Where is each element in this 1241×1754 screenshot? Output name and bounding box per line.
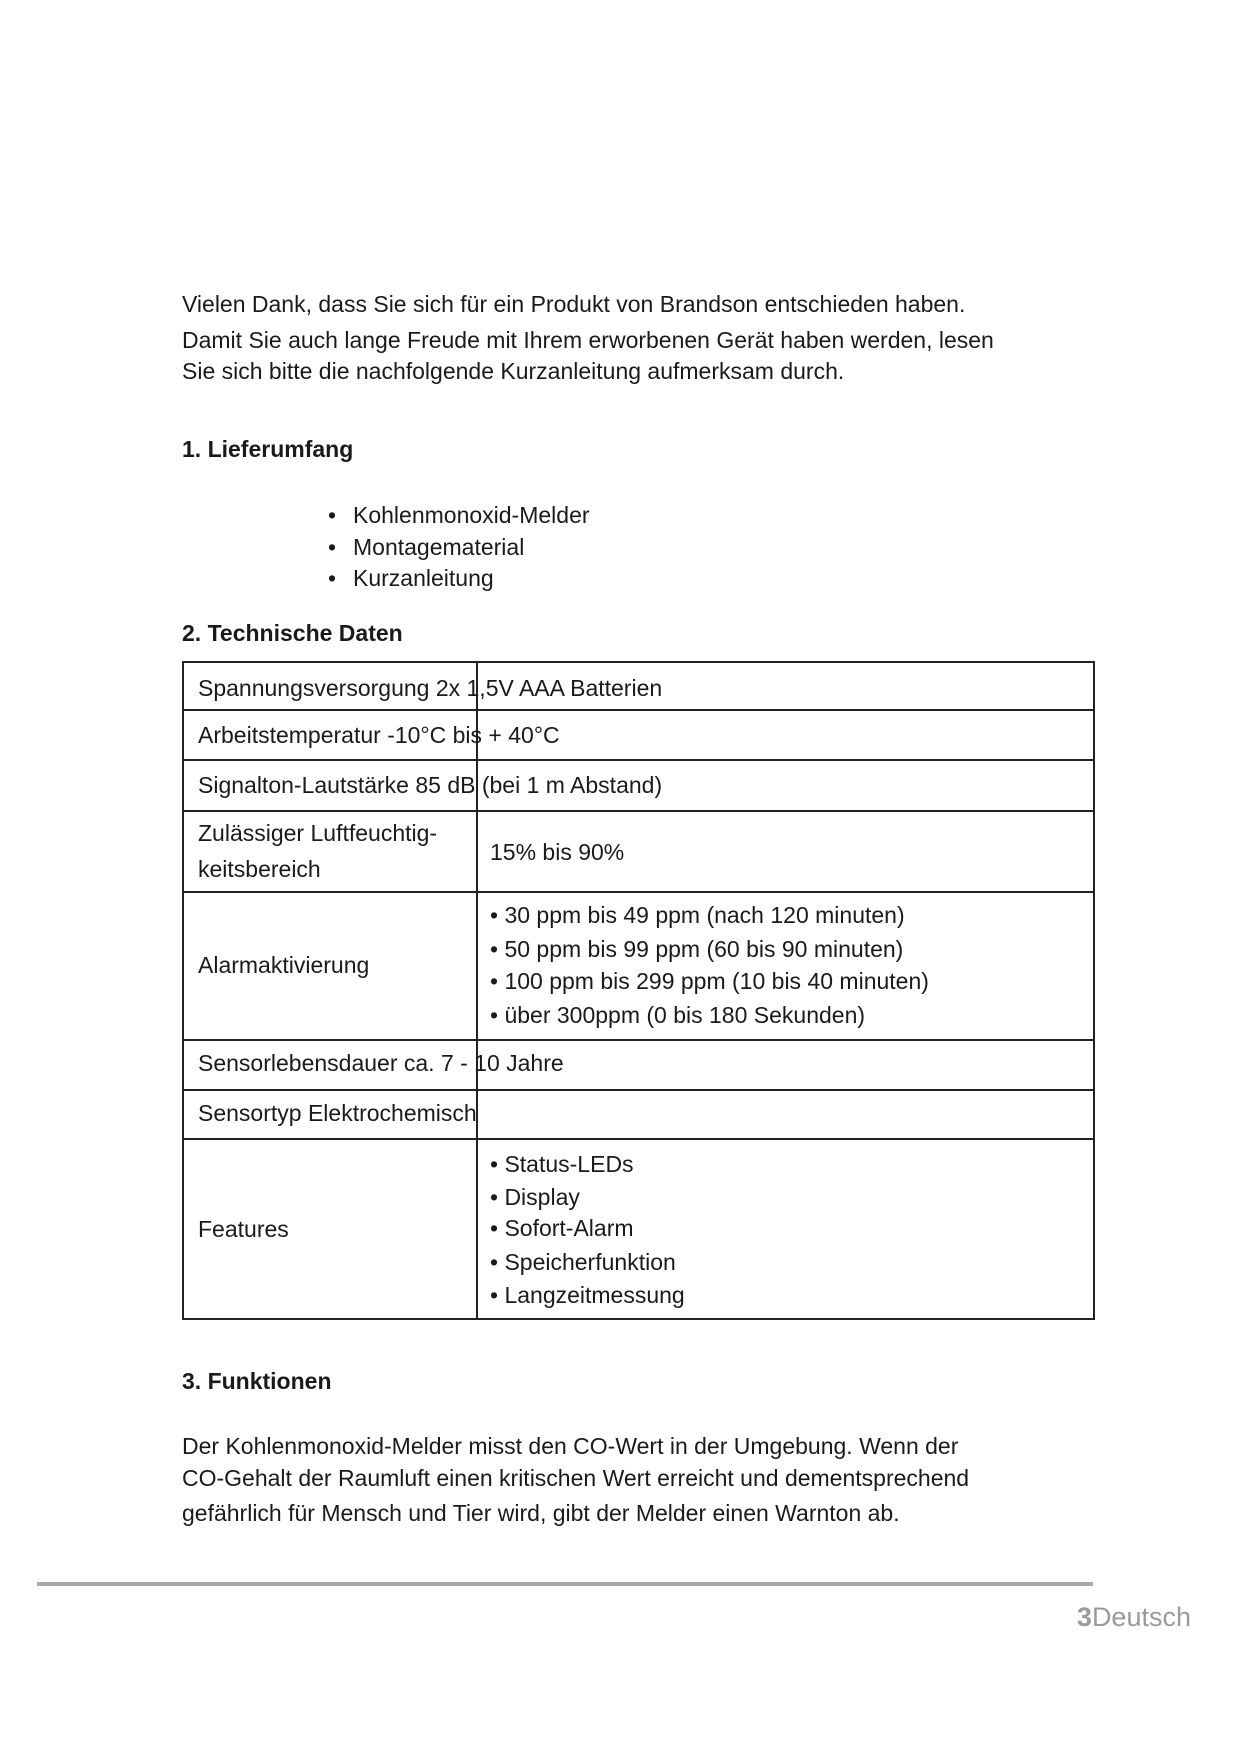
- paragraph-line: Der Kohlenmonoxid-Melder misst den CO-Wert in der Umgebung. Wenn der: [182, 1433, 959, 1459]
- table-cell-value: • Status-LEDs: [490, 1151, 634, 1177]
- footer-divider: [37, 1582, 1093, 1586]
- table-row: Sensorlebensdauer ca. 7 - 10 Jahre: [198, 1050, 564, 1076]
- table-cell-label: Alarmaktivierung: [198, 952, 370, 978]
- paragraph-line: CO-Gehalt der Raumluft einen kritischen Wert erreicht und dementsprechend: [182, 1465, 970, 1491]
- section-heading-technische-daten: 2. Technische Daten: [182, 620, 403, 646]
- list-item: Kurzanleitung: [353, 565, 494, 591]
- intro-line: Damit Sie auch lange Freude mit Ihrem erworbenen Gerät haben werden, lesen: [182, 327, 994, 353]
- list-item: Montagematerial: [353, 534, 525, 560]
- table-cell-value: • Sofort-Alarm: [490, 1215, 634, 1241]
- table-cell-value: • Speicherfunktion: [490, 1249, 676, 1275]
- table-cell-value: 15% bis 90%: [490, 839, 625, 865]
- paragraph-line: gefährlich für Mensch und Tier wird, gibt der Melder einen Warnton ab.: [182, 1500, 900, 1526]
- table-cell-value: • 50 ppm bis 99 ppm (60 bis 90 minuten): [490, 936, 904, 962]
- table-row: Signalton-Lautstärke 85 dB (bei 1 m Abstand): [198, 772, 663, 798]
- section-heading-funktionen: 3. Funktionen: [182, 1368, 332, 1394]
- page-footer: [1077, 1602, 1191, 1633]
- table-row: Arbeitstemperatur -10°C bis + 40°C: [198, 722, 560, 748]
- table-row: Spannungsversorgung 2x 1,5V AAA Batterien: [198, 675, 663, 701]
- page-number: 3: [1076, 1602, 1092, 1632]
- footer-language: Deutsch: [1091, 1602, 1191, 1632]
- table-cell-value: • Langzeitmessung: [490, 1282, 685, 1308]
- table-cell-value: • 100 ppm bis 299 ppm (10 bis 40 minuten): [490, 968, 929, 994]
- section-heading-lieferumfang: 1. Lieferumfang: [182, 436, 354, 462]
- table-cell-label: keitsbereich: [198, 856, 321, 882]
- table-cell-value: • 30 ppm bis 49 ppm (nach 120 minuten): [490, 902, 905, 928]
- table-cell-value: • über 300ppm (0 bis 180 Sekunden): [490, 1002, 866, 1028]
- table-cell-label: Zulässiger Luftfeuchtig-: [198, 820, 438, 846]
- table-cell-label: Features: [198, 1216, 289, 1242]
- intro-line: Vielen Dank, dass Sie sich für ein Produkt von Brandson entschieden haben.: [182, 291, 966, 317]
- table-cell-value: • Display: [490, 1184, 580, 1210]
- bullet-icon: •: [328, 534, 337, 560]
- intro-line: Sie sich bitte die nachfolgende Kurzanleitung aufmerksam durch.: [182, 358, 845, 384]
- table-row: Sensortyp Elektrochemisch: [198, 1100, 477, 1126]
- list-item: Kohlenmonoxid-Melder: [353, 502, 590, 528]
- bullet-icon: •: [328, 565, 337, 591]
- bullet-icon: •: [328, 502, 337, 528]
